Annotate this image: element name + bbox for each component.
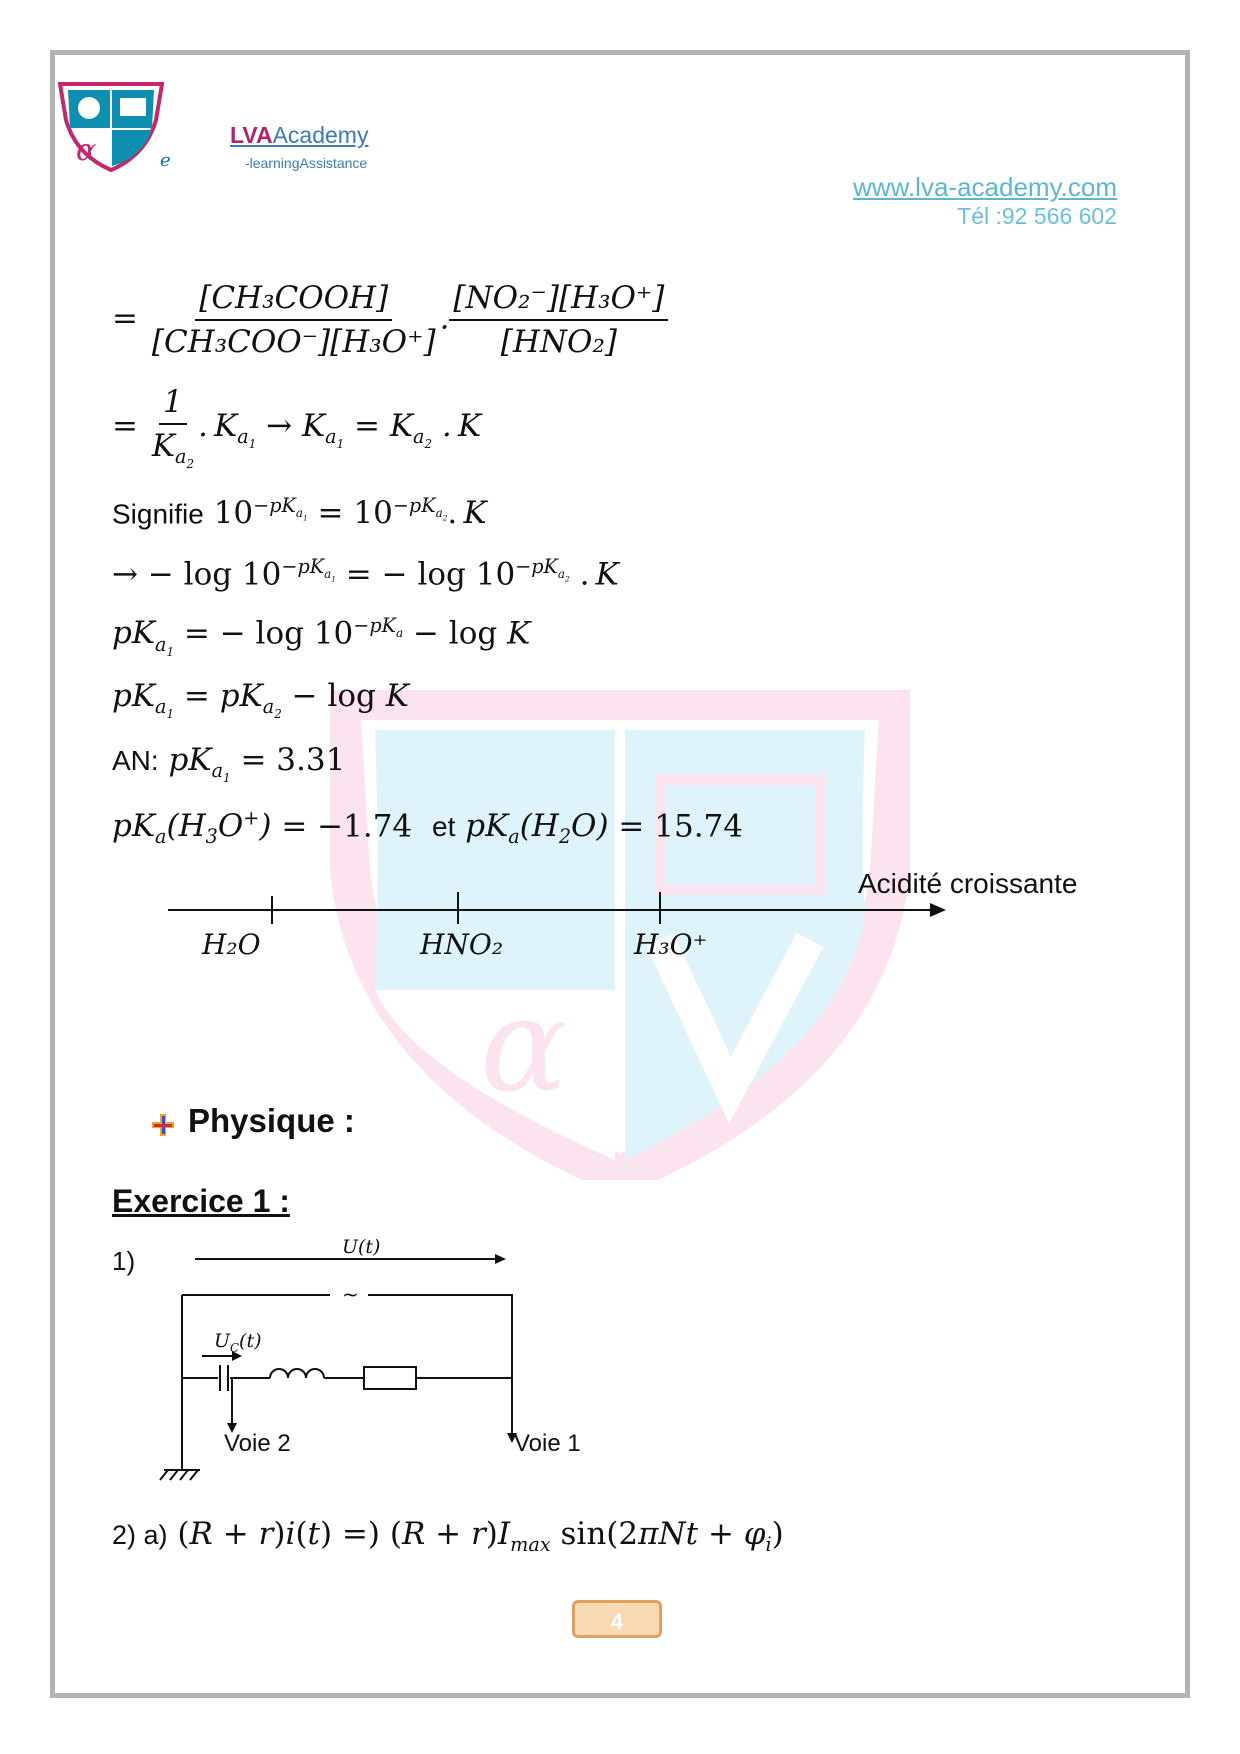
fraction-nitrous-denominator: [HNO₂]: [500, 324, 617, 360]
species-h3o: H₃O⁺: [634, 928, 708, 961]
dot-operator: .: [439, 300, 450, 337]
species-hno2: HNO₂: [420, 928, 504, 961]
brand-academy: Academy: [272, 122, 369, 148]
svg-text:α: α: [480, 969, 568, 1121]
website-link[interactable]: www.lva-academy.com: [853, 172, 1117, 202]
equation-signifie: Signifie $10^{-pK_{a_1}} = 10^{-pK_{a_2}}$. K: [112, 494, 487, 532]
fraction-one: 1: [159, 384, 187, 425]
acidity-axis: [160, 880, 950, 940]
signifie-label: Signifie: [112, 498, 204, 530]
fraction-acetic-numerator: [CH₃COOH]: [195, 280, 392, 321]
pka-h2o-value: = 15.74: [618, 808, 743, 845]
page-number-badge: 4: [572, 1600, 662, 1638]
pka-h3o-value: = −1.74: [281, 808, 413, 845]
equation-line-2: = $\frac{1}{K_{a_2}}$ . $K_{a_1} \to K_{a_1} = K_{a_2}$ . K: [112, 384, 482, 472]
fraction-nitrous: [449, 280, 668, 360]
uc-label: $U_C(t)$: [214, 1330, 262, 1355]
resistor: [364, 1367, 416, 1389]
telephone: Tél :92 566 602: [957, 203, 1117, 229]
logo-letter-e: e: [160, 150, 171, 171]
an-label: AN:: [112, 745, 159, 776]
exercise-title: Exercice 1 :: [112, 1183, 290, 1219]
equation-line-1: [112, 280, 668, 360]
equation-q2a: 2) a) (R + r)i(t) =) $(R + r)I_{max}$ $\sin(2\pi Nt + \varphi_i)$: [112, 1516, 784, 1557]
voie1-label: Voie 1: [514, 1430, 581, 1457]
question-1-label: 1): [112, 1246, 136, 1276]
an-value: = 3.31: [240, 742, 346, 778]
fraction-nitrous-numerator: [NO₂⁻][H₃O⁺]: [449, 280, 668, 321]
ac-source-tilde: ~: [342, 1282, 359, 1306]
svg-text:α: α: [76, 133, 97, 168]
brand-tagline: -learningAssistance: [245, 155, 368, 171]
inductor-coil: [270, 1369, 324, 1378]
equation-pka1-log: $pK_{a_1}$ = − $\log 10^{-pK_a} - \log K$: [112, 614, 531, 659]
fraction-ka2: $K_{a_2}$: [151, 428, 195, 472]
voie2-label: Voie 2: [224, 1430, 291, 1457]
fraction-acetic-denominator: [CH₃COO⁻][H₃O⁺]: [151, 324, 436, 360]
fraction-inverse-ka2: [148, 384, 198, 471]
brand-lva: LVA: [230, 122, 273, 148]
physique-heading: Physique :: [188, 1102, 355, 1139]
equation-pka-water: $pK_a(H_3O^+) = -1.74$ et $pK_a(H_2O) = 15.74$: [112, 807, 743, 849]
equation-pka1-result: $pK_{a_1} = pK_{a_2} - \log K$: [112, 678, 409, 722]
q2a-label: 2) a): [112, 1520, 168, 1550]
brand-name: [230, 122, 368, 149]
fraction-acetic: [148, 280, 440, 360]
bullet-cross-icon: [150, 1112, 176, 1138]
equation-log: → − $\log 10^{-pK_{a_1}}$ = − $\log 10^{-pK_{a_2}}$ . K: [112, 555, 619, 593]
et-label: et: [432, 811, 456, 843]
axis-label: Acidité croissante: [858, 868, 1078, 899]
equation-an: AN: $pK_{a_1} = 3.31$: [112, 742, 346, 786]
u-label: U(t): [342, 1236, 381, 1258]
equals-sign: =: [112, 300, 138, 337]
u-arrow-head-icon: [495, 1254, 506, 1264]
lva-logo-icon: [56, 80, 166, 172]
axis-arrow-icon: [930, 903, 946, 917]
species-h2o: H₂O: [202, 928, 261, 961]
